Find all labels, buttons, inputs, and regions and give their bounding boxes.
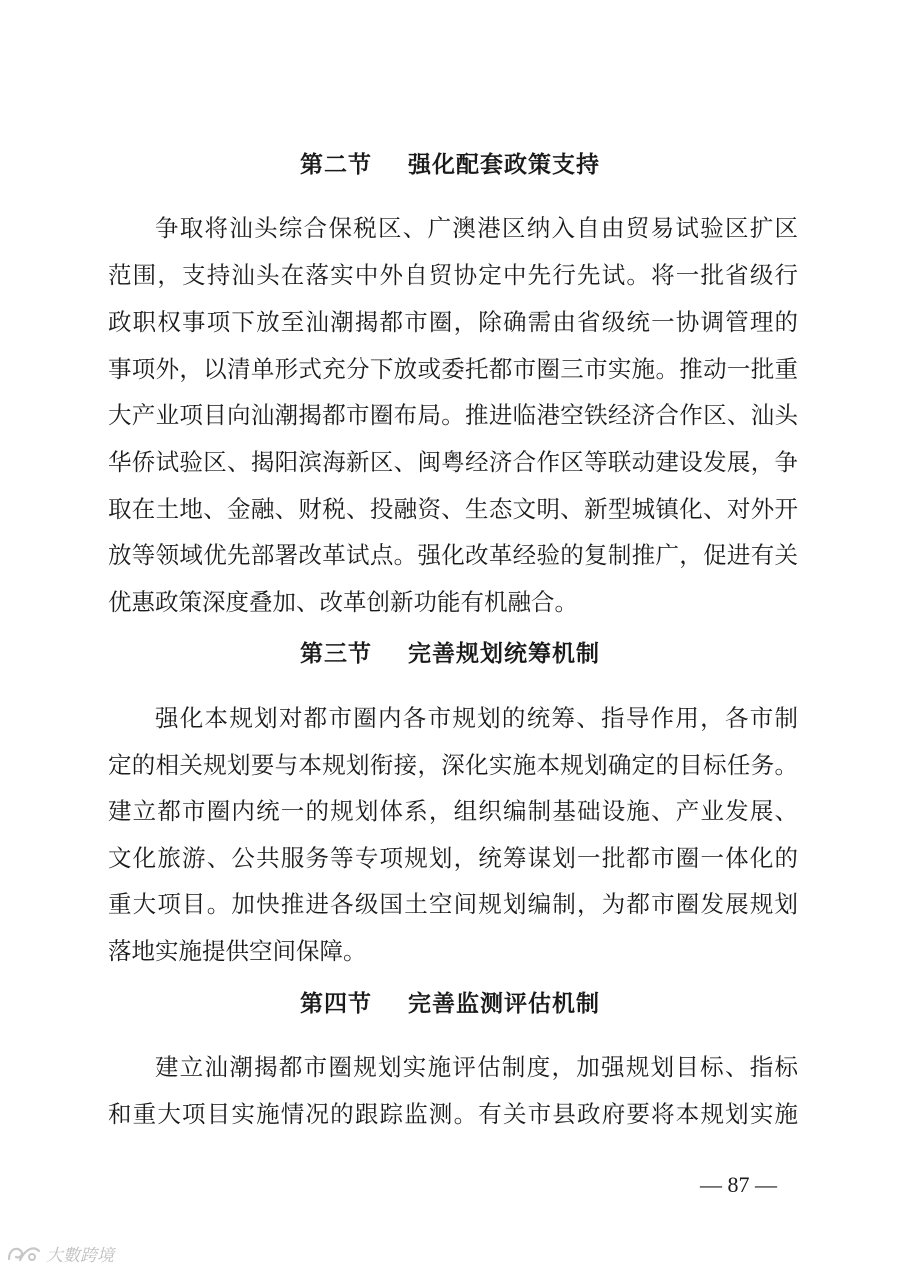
paragraph-line: 争取将汕头综合保税区、广澳港区纳入自由贸易试验区扩区	[155, 214, 798, 242]
watermark	[6, 1240, 114, 1266]
paragraph-line: 和重大项目实施情况的跟踪监测。有关市县政府要将本规划实施	[108, 1100, 798, 1128]
paragraph-line: 重大项目。加快推进各级国土空间规划编制，为都市圈发展规划	[108, 890, 798, 918]
paragraph-line: 放等领域优先部署改革试点。强化改革经验的复制推广，促进有关	[108, 541, 798, 569]
paragraph-line: 定的相关规划要与本规划衔接，深化实施本规划确定的目标任务。	[108, 751, 798, 779]
paragraph-line: 落地实施提供空间保障。	[108, 937, 367, 965]
paragraph-line: 文化旅游、公共服务等专项规划，统筹谋划一批都市圈一体化的	[108, 844, 798, 872]
paragraph-line: 政职权事项下放至汕潮揭都市圈，除确需由省级统一协调管理的	[108, 308, 798, 336]
paragraph-line: 华侨试验区、揭阳滨海新区、闽粤经济合作区等联动建设发展，争	[108, 448, 798, 476]
section-heading: 第四节 完善监测评估机制	[299, 991, 601, 1017]
paragraph-line: 事项外，以清单形式充分下放或委托都市圈三市实施。推动一批重	[108, 355, 798, 383]
watermark-logo-icon	[6, 1242, 44, 1264]
watermark-text: 大數跨境	[46, 1245, 114, 1266]
paragraph-line: 强化本规划对都市圈内各市规划的统筹、指导作用，各市制	[155, 704, 798, 732]
paragraph-line: 范围，支持汕头在落实中外自贸协定中先行先试。将一批省级行	[108, 261, 798, 289]
page-number: — 87 —	[700, 1172, 777, 1197]
paragraph-line: 建立汕潮揭都市圈规划实施评估制度，加强规划目标、指标	[155, 1053, 798, 1081]
paragraph-line: 建立都市圈内统一的规划体系，组织编制基础设施、产业发展、	[108, 797, 798, 825]
section-heading: 第二节 强化配套政策支持	[299, 152, 601, 178]
paragraph-line: 优惠政策深度叠加、改革创新功能有机融合。	[108, 588, 578, 616]
paragraph-line: 取在土地、金融、财税、投融资、生态文明、新型城镇化、对外开	[108, 495, 798, 523]
paragraph-line: 大产业项目向汕潮揭都市圈布局。推进临港空铁经济合作区、汕头	[108, 401, 798, 429]
section-heading: 第三节 完善规划统筹机制	[299, 641, 601, 667]
